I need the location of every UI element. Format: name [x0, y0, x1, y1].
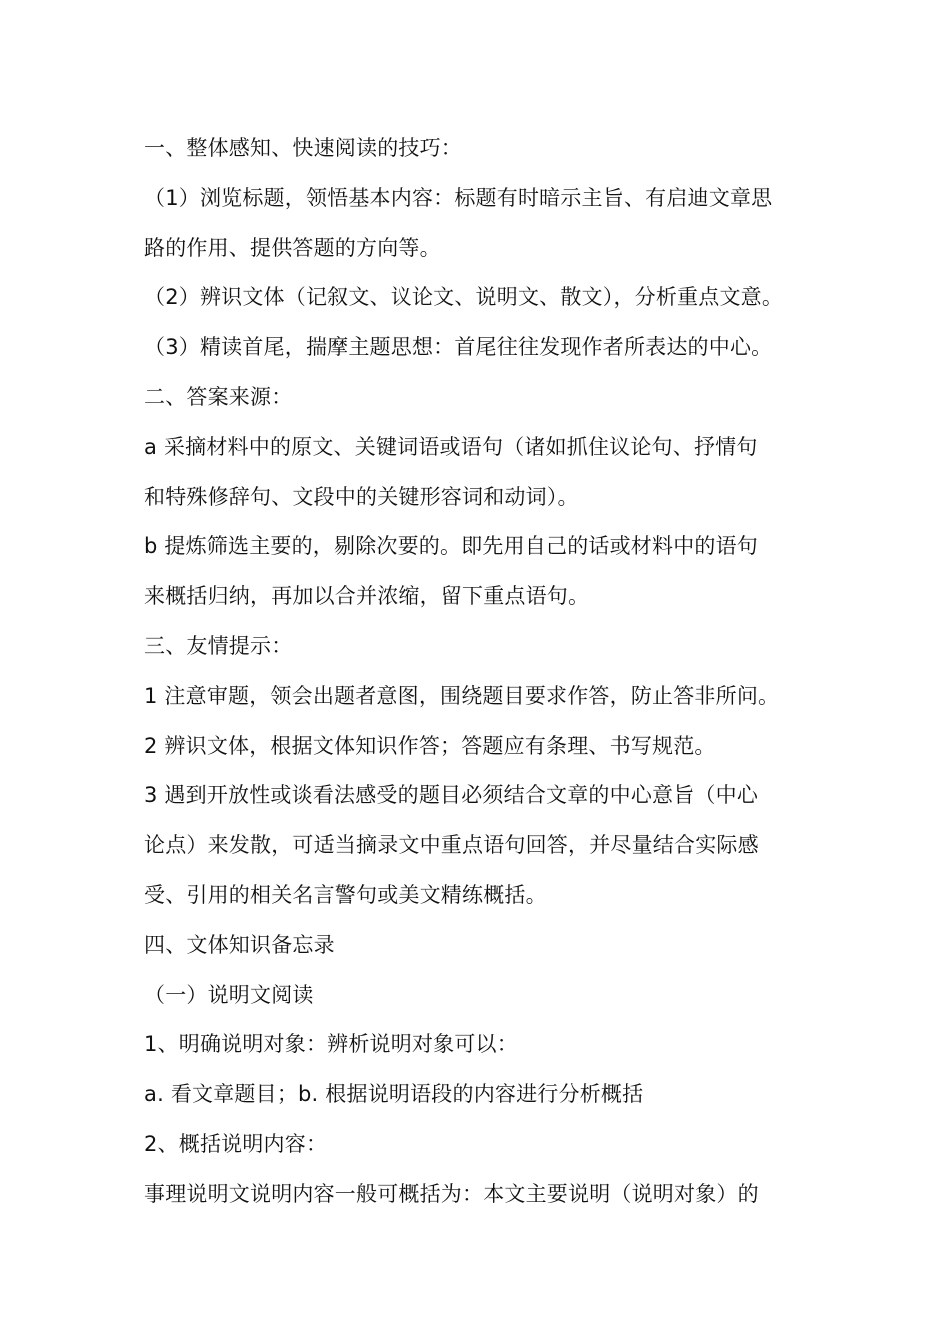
paragraph-line: 事理说明文说明内容一般可概括为：本文主要说明（说明对象）的	[144, 1181, 759, 1206]
paragraph-line: 2、概括说明内容：	[144, 1131, 328, 1156]
paragraph-line: 3 遇到开放性或谈看法感受的题目必须结合文章的中心意旨（中心	[144, 783, 759, 808]
paragraph-line: 1、明确说明对象：辨析说明对象可以：	[144, 1032, 518, 1057]
paragraph-line: （1）浏览标题，领悟基本内容：标题有时暗示主旨、有启迪文章思	[144, 185, 773, 210]
paragraph-line: 受、引用的相关名言警句或美文精练概括。	[144, 882, 547, 907]
paragraph-line: 来概括归纳，再加以合并浓缩，留下重点语句。	[144, 584, 590, 609]
subheading-expository: （一）说明文阅读	[144, 982, 314, 1007]
paragraph-line: （3）精读首尾，揣摩主题思想：首尾往往发现作者所表达的中心。	[144, 335, 773, 360]
paragraph-line: 论点）来发散，可适当摘录文中重点语句回答，并尽量结合实际感	[144, 833, 759, 858]
heading-answer-source: 二、答案来源：	[144, 384, 293, 409]
paragraph-line: 2 辨识文体，根据文体知识作答；答题应有条理、书写规范。	[144, 733, 716, 758]
paragraph-line: （2）辨识文体（记叙文、议论文、说明文、散文），分析重点文意。	[144, 285, 784, 310]
heading-genre-memo: 四、文体知识备忘录	[144, 932, 335, 957]
paragraph-line: 和特殊修辞句、文段中的关键形容词和动词）。	[144, 484, 579, 509]
document-body	[144, 124, 834, 1220]
paragraph-line: 1 注意审题，领会出题者意图，围绕题目要求作答，防止答非所问。	[144, 683, 780, 708]
paragraph-line: 路的作用、提供答题的方向等。	[144, 235, 441, 260]
paragraph-line: a 采摘材料中的原文、关键词语或语句（诸如抓住议论句、抒情句	[144, 434, 758, 459]
paragraph-line: a. 看文章题目；b. 根据说明语段的内容进行分析概括	[144, 1082, 644, 1107]
heading-skills: 一、整体感知、快速阅读的技巧：	[144, 136, 462, 160]
paragraph-line: b 提炼筛选主要的，剔除次要的。即先用自己的话或材料中的语句	[144, 534, 759, 559]
heading-tips: 三、友情提示：	[144, 633, 293, 658]
